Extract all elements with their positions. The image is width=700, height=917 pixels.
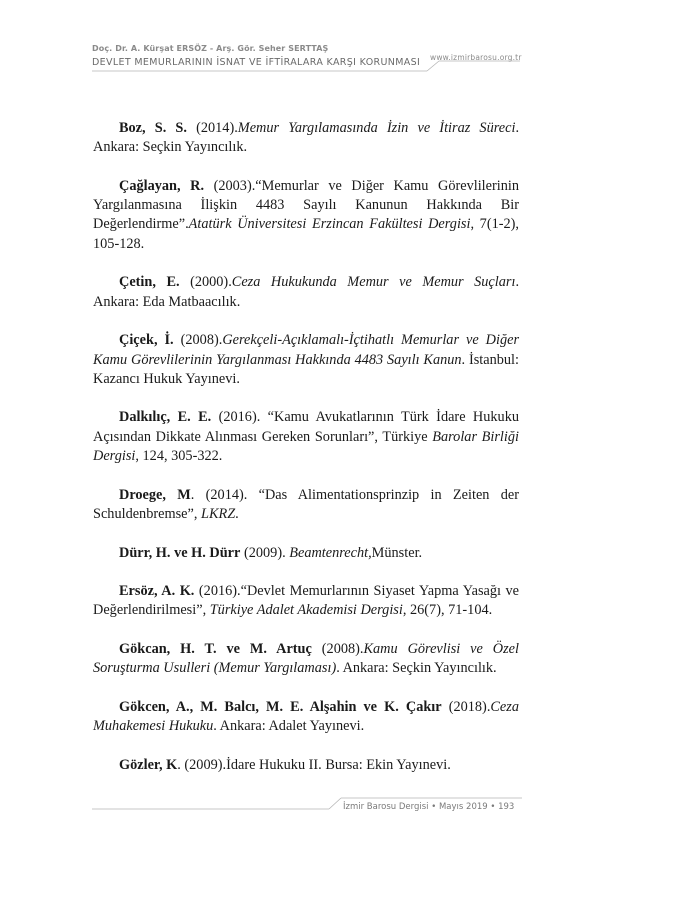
reference-text: Münster.	[371, 544, 423, 561]
footer-journal: İzmir Barosu Dergisi	[343, 802, 429, 812]
reference-entry	[93, 544, 519, 563]
reference-entry	[93, 486, 519, 525]
footer-separator: •	[431, 802, 437, 812]
page-number: 193	[498, 802, 515, 812]
reference-title: Barolar Birliği Dergisi	[93, 428, 519, 465]
reference-author: Droege, M	[119, 486, 191, 503]
reference-text: (2016). “Kamu Avukatlarının Türk İdare Hukuku Açısından Dikkate Alınması Gereken Sorunları”, Türkiye	[93, 409, 519, 445]
reference-text: . Ankara: Seçkin Yayıncılık.	[336, 660, 497, 677]
reference-text: .	[235, 505, 239, 522]
reference-text: (2008).	[173, 332, 223, 349]
reference-text: (2008).	[311, 641, 364, 658]
reference-title: Ceza Hukukunda Memur ve Memur Suçları	[231, 274, 516, 291]
reference-text: . (2009).İdare Hukuku II. Bursa: Ekin Yayınevi.	[177, 756, 451, 773]
reference-text: (2009).	[240, 544, 290, 561]
reference-title: Memur Yargılamasında İzin ve İtiraz Süreci	[237, 120, 516, 136]
reference-entry	[93, 582, 519, 621]
reference-text: . Ankara: Adalet Yayınevi.	[213, 718, 365, 735]
reference-title: Gerekçeli-Açıklamalı-İçtihatlı Memurlar ve Diğer Kamu Görevlilerinin Yargılanması Hakkında 4483 Sayılı Kanun	[93, 332, 520, 368]
reference-text: , 7(1-2), 105-128.	[93, 216, 519, 252]
reference-title: Beamtenrecht,	[289, 544, 372, 561]
reference-text: (2000).	[179, 274, 232, 291]
reference-entry	[93, 177, 519, 254]
footer-issue: Mayıs 2019	[438, 802, 488, 812]
reference-text: , 26(7), 71-104.	[402, 602, 493, 619]
reference-text: (2016).“Devlet Memurlarının Siyaset Yapma Yasağı ve Değerlendirilmesi”,	[93, 583, 519, 619]
footer	[343, 802, 514, 812]
header-authors: Doç. Dr. A. Kürşat ERSÖZ - Arş. Gör. Seher SERTTAŞ	[92, 44, 329, 53]
reference-author: Gökcan, H. T. ve M. Artuç	[119, 641, 312, 658]
reference-entry	[93, 640, 519, 679]
reference-author: Boz, S. S.	[119, 120, 187, 136]
reference-title: Türkiye Adalet Akademisi Dergisi	[209, 602, 403, 619]
reference-entry	[93, 331, 519, 389]
reference-entry	[93, 119, 519, 158]
reference-text: . Ankara: Eda Matbaacılık.	[93, 274, 520, 310]
reference-text: (2014).	[186, 120, 238, 136]
reference-title: Kamu Görevlisi ve Özel Soruşturma Usulleri (Memur Yargılaması)	[93, 641, 519, 677]
journal-website-link[interactable]: www.izmirbarosu.org.tr	[430, 53, 522, 62]
reference-text: , 124, 305-322.	[135, 448, 223, 465]
reference-text: . İstanbul: Kazancı Hukuk Yayınevi.	[93, 351, 519, 387]
footer-separator: •	[490, 802, 496, 812]
reference-entry	[93, 273, 519, 312]
reference-text: (2018).	[441, 698, 491, 715]
reference-entry	[93, 408, 519, 466]
reference-title: Ceza Muhakemesi Hukuku	[93, 698, 519, 735]
reference-text: . Ankara: Seçkin Yayıncılık.	[93, 120, 520, 156]
header-title: DEVLET MEMURLARININ İSNAT VE İFTİRALARA KARŞI KORUNMASI	[92, 57, 421, 68]
reference-author: Çiçek, İ.	[119, 332, 174, 349]
reference-author: Ersöz, A. K.	[119, 583, 195, 600]
reference-author: Dalkılıç, E. E.	[119, 409, 212, 426]
reference-author: Dürr, H. ve H. Dürr	[119, 544, 241, 561]
reference-text: (2003).“Memurlar ve Diğer Kamu Görevlilerinin Yargılanmasına İlişkin 4483 Sayılı Kanunun Hakkında Bir Değerlendirme”.	[93, 177, 519, 233]
reference-author: Gözler, K	[119, 756, 178, 773]
reference-entry	[93, 756, 519, 775]
reference-list	[93, 119, 519, 794]
reference-text: . (2014). “Das Alimentationsprinzip in Zeiten der Schuldenbremse”,	[93, 486, 519, 522]
reference-entry	[93, 698, 519, 737]
reference-title: LKRZ	[201, 505, 236, 522]
reference-title: Atatürk Üniversitesi Erzincan Fakültesi Dergisi	[188, 216, 471, 233]
reference-author: Çağlayan, R.	[119, 177, 205, 194]
reference-author: Çetin, E.	[119, 274, 180, 291]
reference-author: Gökcen, A., M. Balcı, M. E. Alşahin ve K. Çakır	[119, 698, 442, 715]
